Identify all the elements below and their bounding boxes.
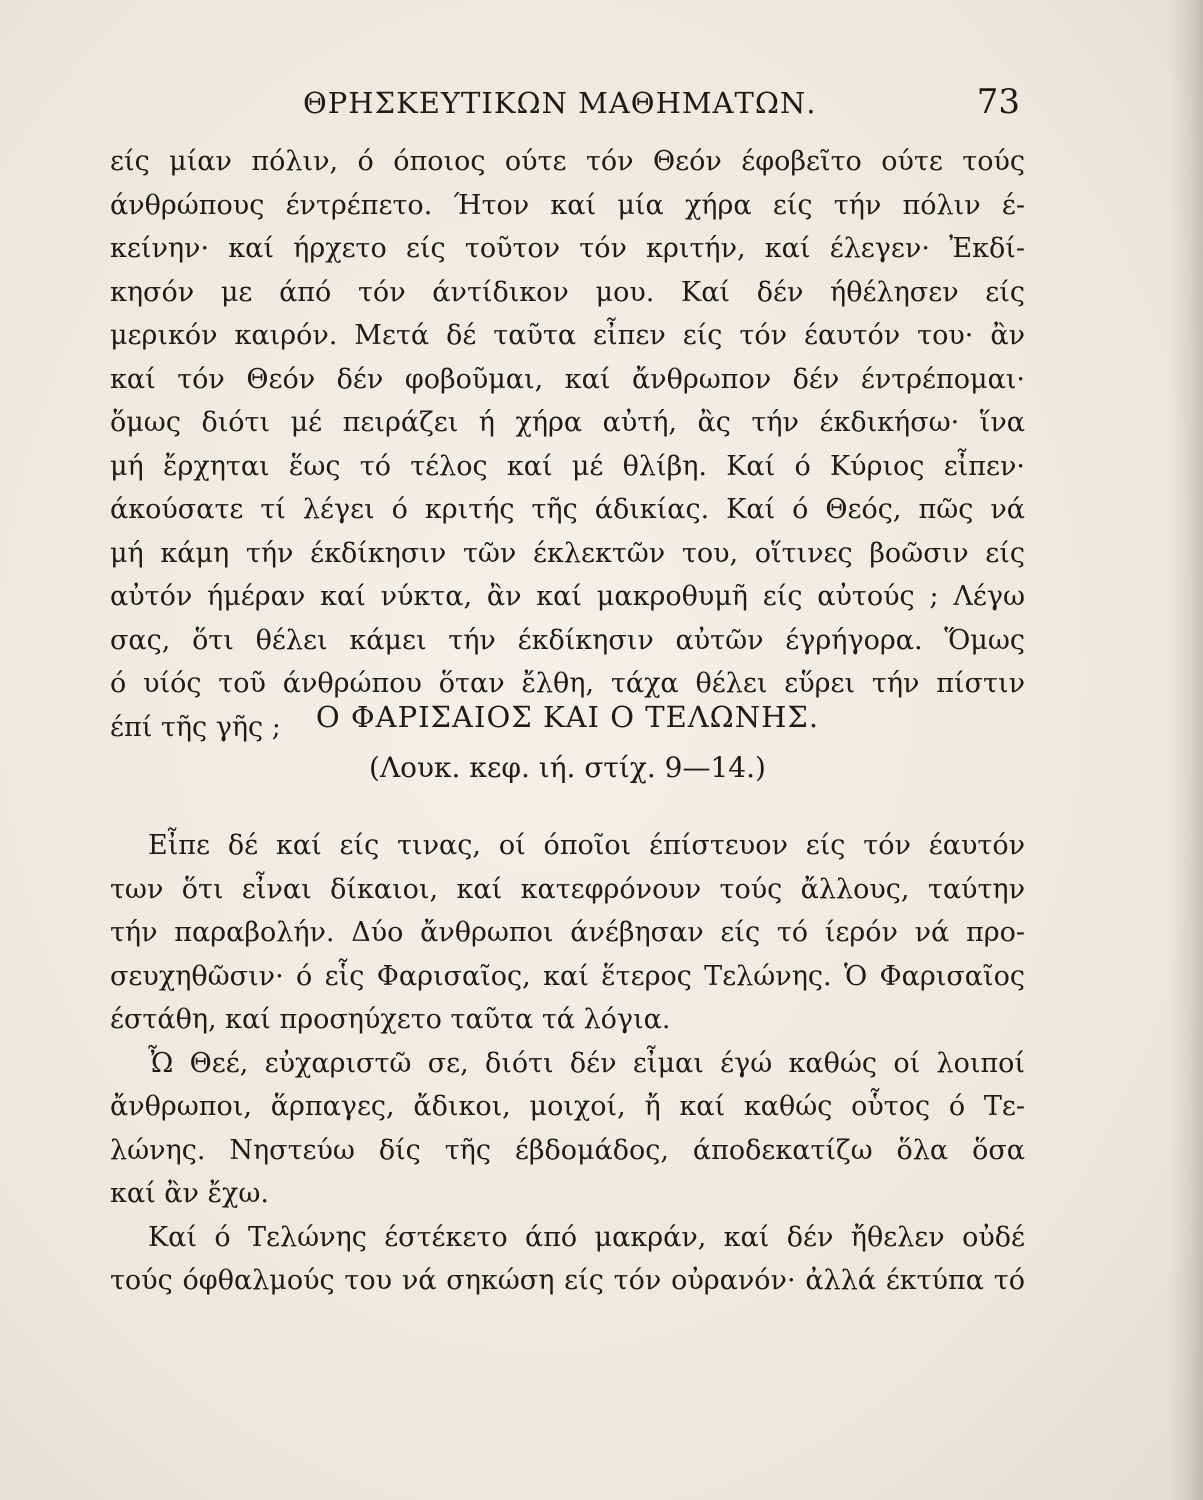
text-line: μή κάμη τήν έκδίκησιν τῶν έκλεκτῶν του, οἵτινες βοῶσιν είς (110, 537, 1025, 569)
page-gutter-shadow (1169, 0, 1203, 1500)
text-line: έστάθη, καί προσηύχετο ταῦτα τά λόγια. (110, 1004, 671, 1035)
text-line: άνθρώπους έντρέπετο. Ήτον καί μία χήρα είς τήν πόλιν έ- (110, 189, 1025, 221)
text-line: σευχηθῶσιν· ό εἷς Φαρισαῖος, καί ἕτερος Τελώνης. Ὁ Φαρισαῖος (110, 960, 1025, 992)
text-line: έπί τῆς γῆς ; (110, 711, 281, 743)
text-line: κείνην· καί ήρχετο είς τοῦτον τόν κριτήν, καί έλεγεν· Ἐκδί- (110, 233, 1025, 264)
text-line: λώνης. Νηστεύω δίς τῆς έβδομάδος, άποδεκατίζω ὅλα ὅσα (110, 1134, 1025, 1166)
text-line: κησόν με άπό τόν άντίδικον μου. Καί δέν ήθέλησεν είς (110, 276, 1025, 308)
text-line: καί ἂν ἔχω. (110, 1178, 269, 1209)
text-line: αὐτόν ήμέραν καί νύκτα, ἂν καί μακροθυμῆ είς αὐτούς ; Λέγω (110, 581, 1025, 612)
text-line: καί τόν Θεόν δέν φοβοῦμαι, καί ἄνθρωπον δέν έντρέπομαι· (110, 363, 1025, 395)
text-line: μή ἔρχηται ἕως τό τέλος καί μέ θλίβη. Καί ό Κύριος εἶπεν· (110, 450, 1025, 482)
paragraph-2 (110, 824, 1025, 1303)
text-line: τούς όφθαλμούς του νά σηκώση είς τόν οὐρανόν· ἀλλά έκτύπα τό (110, 1265, 1025, 1296)
running-title: ΘΡΗΣΚΕΥΤΙΚΩΝ ΜΑΘΗΜΑΤΩΝ. (303, 86, 817, 120)
text-line: τήν παραβολήν. Δύο ἄνθρωποι άνέβησαν είς τό ίερόν νά προ- (110, 917, 1025, 948)
section-reference: (Λουκ. κεφ. ιή. στίχ. 9—14.) (369, 751, 766, 784)
text-line: Εἶπε δέ καί είς τινας, οί όποῖοι έπίστευον είς τόν έαυτόν (148, 830, 1025, 861)
text-line: άκούσατε τί λέγει ό κριτής τῆς άδικίας. Καί ό Θεός, πῶς νά (110, 494, 1025, 525)
page-header (108, 80, 1020, 130)
text-line: Ὦ Θεέ, εὐχαριστῶ σε, διότι δέν εἶμαι έγώ καθώς οί λοιποί (148, 1047, 1025, 1079)
text-line: ὅμως διότι μέ πειράζει ή χήρα αὐτή, ἂς τήν έκδικήσω· ἵνα (110, 407, 1025, 438)
text-line: μερικόν καιρόν. Μετά δέ ταῦτα εἶπεν είς τόν έαυτόν του· ἂν (110, 320, 1025, 351)
paragraph-1 (110, 140, 1025, 749)
section-title: Ο ΦΑΡΙΣΑΙΟΣ ΚΑΙ Ο ΤΕΛΩΝΗΣ. (315, 700, 820, 734)
text-line: ό υίός τοῦ άνθρώπου ὅταν ἔλθη, τάχα θέλει εὕρει τήν πίστιν (110, 668, 1025, 699)
text-line: Καί ό Τελώνης έστέκετο άπό μακράν, καί δέν ἤθελεν οὐδέ (148, 1221, 1025, 1253)
text-line: σας, ὅτι θέλει κάμει τήν έκδίκησιν αὐτῶν έγρήγορα. Ὅμως (110, 624, 1025, 656)
text-line: ἄνθρωποι, ἅρπαγες, ἄδικοι, μοιχοί, ἤ καί καθώς οὗτος ό Τε- (110, 1091, 1025, 1122)
page-number: 73 (976, 82, 1020, 122)
text-line: είς μίαν πόλιν, ό όποιος ούτε τόν Θεόν έφοβεῖτο ούτε τούς (110, 146, 1025, 177)
text-line: των ὅτι εἶναι δίκαιοι, καί κατεφρόνουν τούς ἄλλους, ταύτην (110, 873, 1025, 905)
